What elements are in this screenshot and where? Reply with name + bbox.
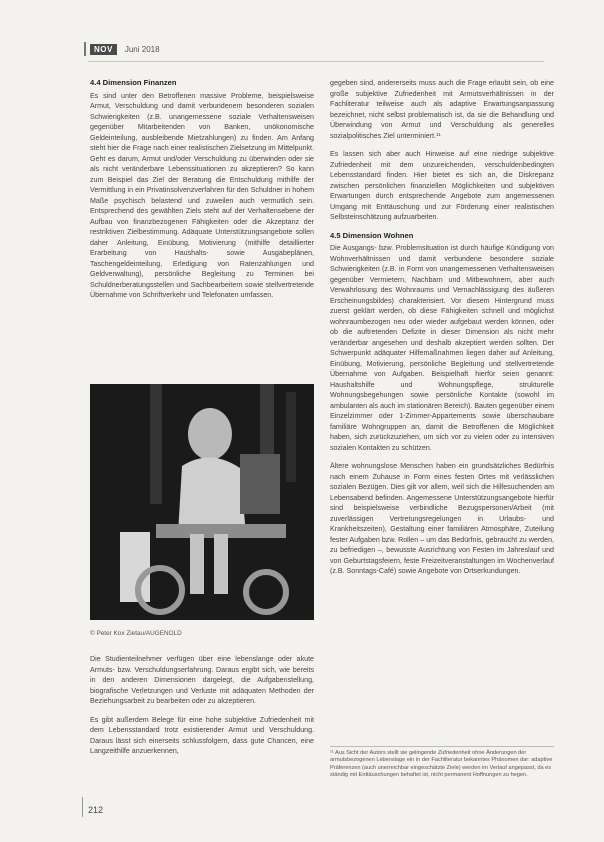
footnotes: [330, 746, 554, 780]
photo: [90, 384, 314, 620]
paragraph: gegeben sind, andererseits muss auch die Frage erlaubt sein, ob eine große subjektive Zufriedenheit mit Armutsverhältnissen in der Fachliteratur teilweise auch als adaptive Erwartungsanpassung bezeichnet, nicht selbst problematisch ist, da sie die Behandlung und Überwindung von Armut und Verschuldung als generelles sozialpolitisches Ziel unterminiert.¹¹: [330, 79, 554, 140]
header: [90, 42, 160, 56]
header-divider: [88, 61, 544, 62]
left-column: [90, 78, 314, 309]
paragraph: Es sind unter den Betroffenen massive Probleme, beispielsweise Armut, Verschuldung und damit verbundenem besonderen sozialen Schwierigkeiten (z.B. unangemessene soziale Verhaltensweisen gegenüber Mitarbeitenden von Banken, unökonomische Geldeinteilung, ausbleibende Mietzahlungen) zu finden. Am Anfang steht hier die Frage nach einer realistischen Zielsetzung im Mittelpunkt. Geht es darum, Armut und/oder Verschuldung zu überwinden oder sie als nicht veränderbare Lebenssituationen zu akzeptieren? So kann zum Beispiel das Ziel der Beratung die Entschuldung mithilfe der Vermittlung in ein Privatinsolvenzverfahren für den Schuldner in hohem Maße psychisch belastend und zuweilen auch vermutlich sein. Entsprechend des gewählten Ziels steht auf der Verhaltensebene der Aufbau von finanzbezogenen Fähigkeiten oder die Akzeptanz der restriktiven Zielbestimmung. Adäquate Unterstützungsangebote sollen daher Anleitung, Einübung, Motivierung (mithilfe detaillierter Erarbeitung von Haushalts- sowie Ausgabeplänen, Taschengeldeinteilung, Erledigung von Ratenzahlungen und Geldverwaltung), persönliche Begleitung zu Terminen bei Schuldnerberatungsstellen und Sachbearbeitern sowie stellvertretende Übernahme von Schriftverkehr und Telefonaten umfassen.: [90, 91, 314, 299]
issue-date: Juni 2018: [124, 44, 160, 54]
header-rule: [84, 42, 86, 56]
page-number-rule: [82, 797, 83, 817]
paragraph: Die Ausgangs- bzw. Problemsituation ist durch häufige Kündigung von Wohnverhältnissen und damit verbundene besondere soziale Schwierigkeiten (z.B. in Form von unangemessenen Verhaltensweisen gegenüber Vermietern, Nachbarn und Mitbewohnern, aber auch Verwahrlosung des Wohnraums und Vernachlässigung des äußeren Erscheinungsbildes) charakterisiert. Vor diesem Hintergrund muss zuerst geklärt werden, ob diese Fähigkeiten schnell und möglichst wohnraumbezogen neu oder wieder aufgebaut werden können, oder ob die auftretenden Defizite in dieser Dimension als nicht mehr veränderbar angesehen und deshalb akzeptiert werden sollten. Der Schwerpunkt adäquater Hilfemaßnahmen liegen daher auf Anleitung, Einübung, Motivierung, persönliche Begleitung und stellvertretende Übernahme von Aufgaben. Beispielhaft hierfür seien genannt: Haushaltshilfe und Wohnungspflege, strukturelle Wohnungsbegehungen sowie persönliche Kontakte (sowohl im ambulanten als auch im stationären Bereich). Bauten gegenüber einem Einzelzimmer oder 1-Zimmer-Appartements sowie überschaubare familiäre Wohngruppen an, damit die Betroffenen die Möglichkeit haben, sich zurückzuziehen, um sich vor zu vielen oder zu intensiven sozialen Kontakten zu schützen.: [330, 244, 554, 452]
section-heading-wohnen: 4.5 Dimension Wohnen: [330, 230, 414, 240]
wheelchair-photo: [90, 384, 314, 620]
paragraph: Ältere wohnungslose Menschen haben ein grundsätzliches Bedürfnis nach einem Zuhause in Form eines festen Ortes mit verlässlichen sozialen Bezügen. Dies gilt vor allem, weil sich die Hilfesuchenden am Lebensabend befinden. Angemessene Unterstützungsangebote hierfür sind beispielsweise verbindliche Bezugspersonen/Arbeit (mit zuverlässigen Vertretungsregelungen in Urlaubs- und Krankheitszeiten), Gestaltung einer familiären Atmosphäre, Zuteilung fester Aufgaben bzw. Rollen – um das Bedürfnis, gebraucht zu werden, zu befriedigen –, bewusste Ausrichtung von Festen im Jahreslauf und von Geburtstagsfeiern, feste Freizeitveranstaltungen im Wochenverlauf (z.B. Sonntags-Café) sowie Angebote von Ortserkundungen.: [330, 462, 554, 575]
left-column-lower: [90, 654, 314, 765]
paragraph: Es gibt außerdem Belege für eine hohe subjektive Zufriedenheit mit dem Lebensstandard trotz existierender Armut und Verschuldung. Daraus lässt sich einerseits schlussfolgern, dass gute Chancen, eine Langzeithilfe anzuerkennen,: [90, 715, 314, 755]
section-heading-finanzen: 4.4 Dimension Finanzen: [90, 78, 177, 87]
paragraph: Die Studienteilnehmer verfügen über eine lebenslange oder akute Armuts- bzw. Verschuldungserfahrung. Daraus ergibt sich, wie bereits in den anderen Dimensionen dargelegt, die Aufgabenstellung, biografische Verletzungen und Verluste mit adäquaten Methoden der Beziehungsarbeit zu bearbeiten oder zu akzeptieren.: [90, 655, 314, 705]
photo-credit: © Peter Kox Zietau/AUGENOLD: [90, 630, 182, 637]
page-number: 212: [88, 805, 104, 815]
paragraph: Es lassen sich aber auch Hinweise auf eine niedrige subjektive Zufriedenheit mit dem unzureichenden, verschuldenbedingten Lebensstandard finden. Hier bietet es sich an, die Diskrepanz zwischen persönlichen finanziellen Möglichkeiten und subjektiven Erwartungen durch entsprechende Angebote zum angemessenen Umgang mit Enttäuschung und zur Förderung einer realistischen Selbsteinschätzung aufzuarbeiten.: [330, 150, 554, 221]
footnote: ¹¹ Aus Sicht der Autors stellt sie gelingende Zufriedenheit ohne Änderungen der armutsbezogenen Lebenslage ein in der Fachliteratur bekanntes Phänomen dar: adaptive Präferenzen (auch unerreichbar eingeschätzte Ziele) werden im Verlauf angepasst, da es ständig mit Enttäuschungen behaftet ist, nicht permanent Hoffnungen zu hegen.: [330, 750, 553, 779]
right-column: [330, 78, 554, 585]
magazine-badge: NOV: [90, 44, 117, 55]
